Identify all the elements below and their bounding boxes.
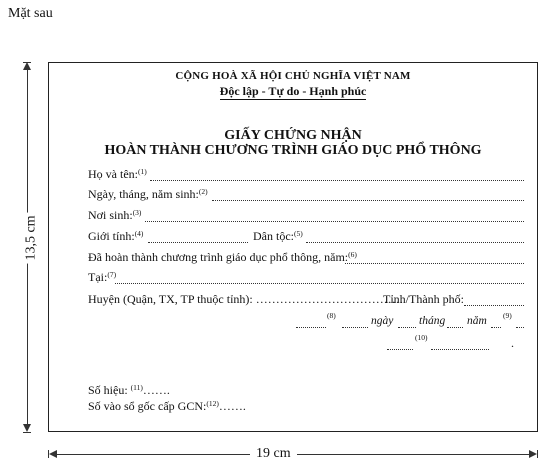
dob-dotline: [212, 190, 524, 201]
signer-period: .: [511, 336, 514, 350]
ethnicity-dotline: [306, 232, 524, 243]
at-dotline: [115, 273, 524, 284]
day-dotline: [398, 317, 416, 328]
signer-dotline-2: [431, 339, 489, 350]
completed-label: Đã hoàn thành chương trình giáo dục phổ thông, năm:$^{(6)}$: [88, 250, 357, 264]
note-10: (10): [415, 333, 428, 342]
district-label: Huyện (Quận, TX, TP thuộc tỉnh): ……………………………….: [88, 292, 403, 306]
birthplace-dotline: [145, 211, 524, 222]
width-dimension-label: 19 cm: [250, 446, 297, 462]
province-label: Tỉnh/Thành phố:: [383, 292, 464, 306]
certificate-subtitle: HOÀN THÀNH CHƯƠNG TRÌNH GIÁO DỤC PHỔ THÔNG: [104, 143, 482, 158]
year-dotline-2: [516, 317, 524, 328]
height-dim-bottom-arrow: [23, 424, 31, 432]
ethnicity-label: Dân tộc:$^{(5)}$: [253, 229, 303, 243]
certificate-frame: [48, 62, 538, 432]
province-dotline: [464, 295, 524, 306]
height-dim-bottom-tick: [23, 432, 31, 433]
year-dotline: [491, 317, 501, 328]
dob-label: Ngày, tháng, năm sinh:$^{(2)}$: [88, 187, 208, 201]
place-dotline-2: [342, 317, 368, 328]
side-label: Mặt sau: [8, 6, 53, 21]
day-label: ngày: [371, 315, 394, 327]
motto: Độc lập - Tự do - Hạnh phúc: [219, 84, 367, 98]
width-dim-right-tick: [537, 450, 538, 458]
height-dimension-label: 13,5 cm: [24, 212, 40, 263]
month-dotline: [447, 317, 463, 328]
book-number-label: Số vào sổ gốc cấp GCN:$^{(12)}$…….: [88, 399, 246, 413]
certificate-title: GIẤY CHỨNG NHẬN: [224, 128, 362, 143]
completed-dotline: [345, 253, 524, 264]
name-label: Họ và tên:$^{(1)}$: [88, 167, 147, 181]
signer-dotline: [387, 339, 413, 350]
note-9: (9): [503, 311, 512, 320]
gender-label: Giới tính:$^{(4)}$: [88, 229, 144, 243]
place-dotline: [296, 317, 326, 328]
country-header: CỘNG HOÀ XÃ HỘI CHỦ NGHĨA VIỆT NAM: [175, 70, 411, 82]
year-label: năm: [467, 315, 487, 327]
at-label: Tại:$^{(7)}$: [88, 270, 117, 284]
name-dotline: [150, 170, 524, 181]
serial-label: Số hiệu: $^{(11)}$…….: [88, 383, 170, 397]
note-8: (8): [327, 311, 336, 320]
width-dim-right-arrow: [529, 450, 537, 458]
gender-dotline: [148, 232, 248, 243]
birthplace-label: Nơi sinh:$^{(3)}$: [88, 208, 142, 222]
month-label: tháng: [419, 315, 446, 327]
